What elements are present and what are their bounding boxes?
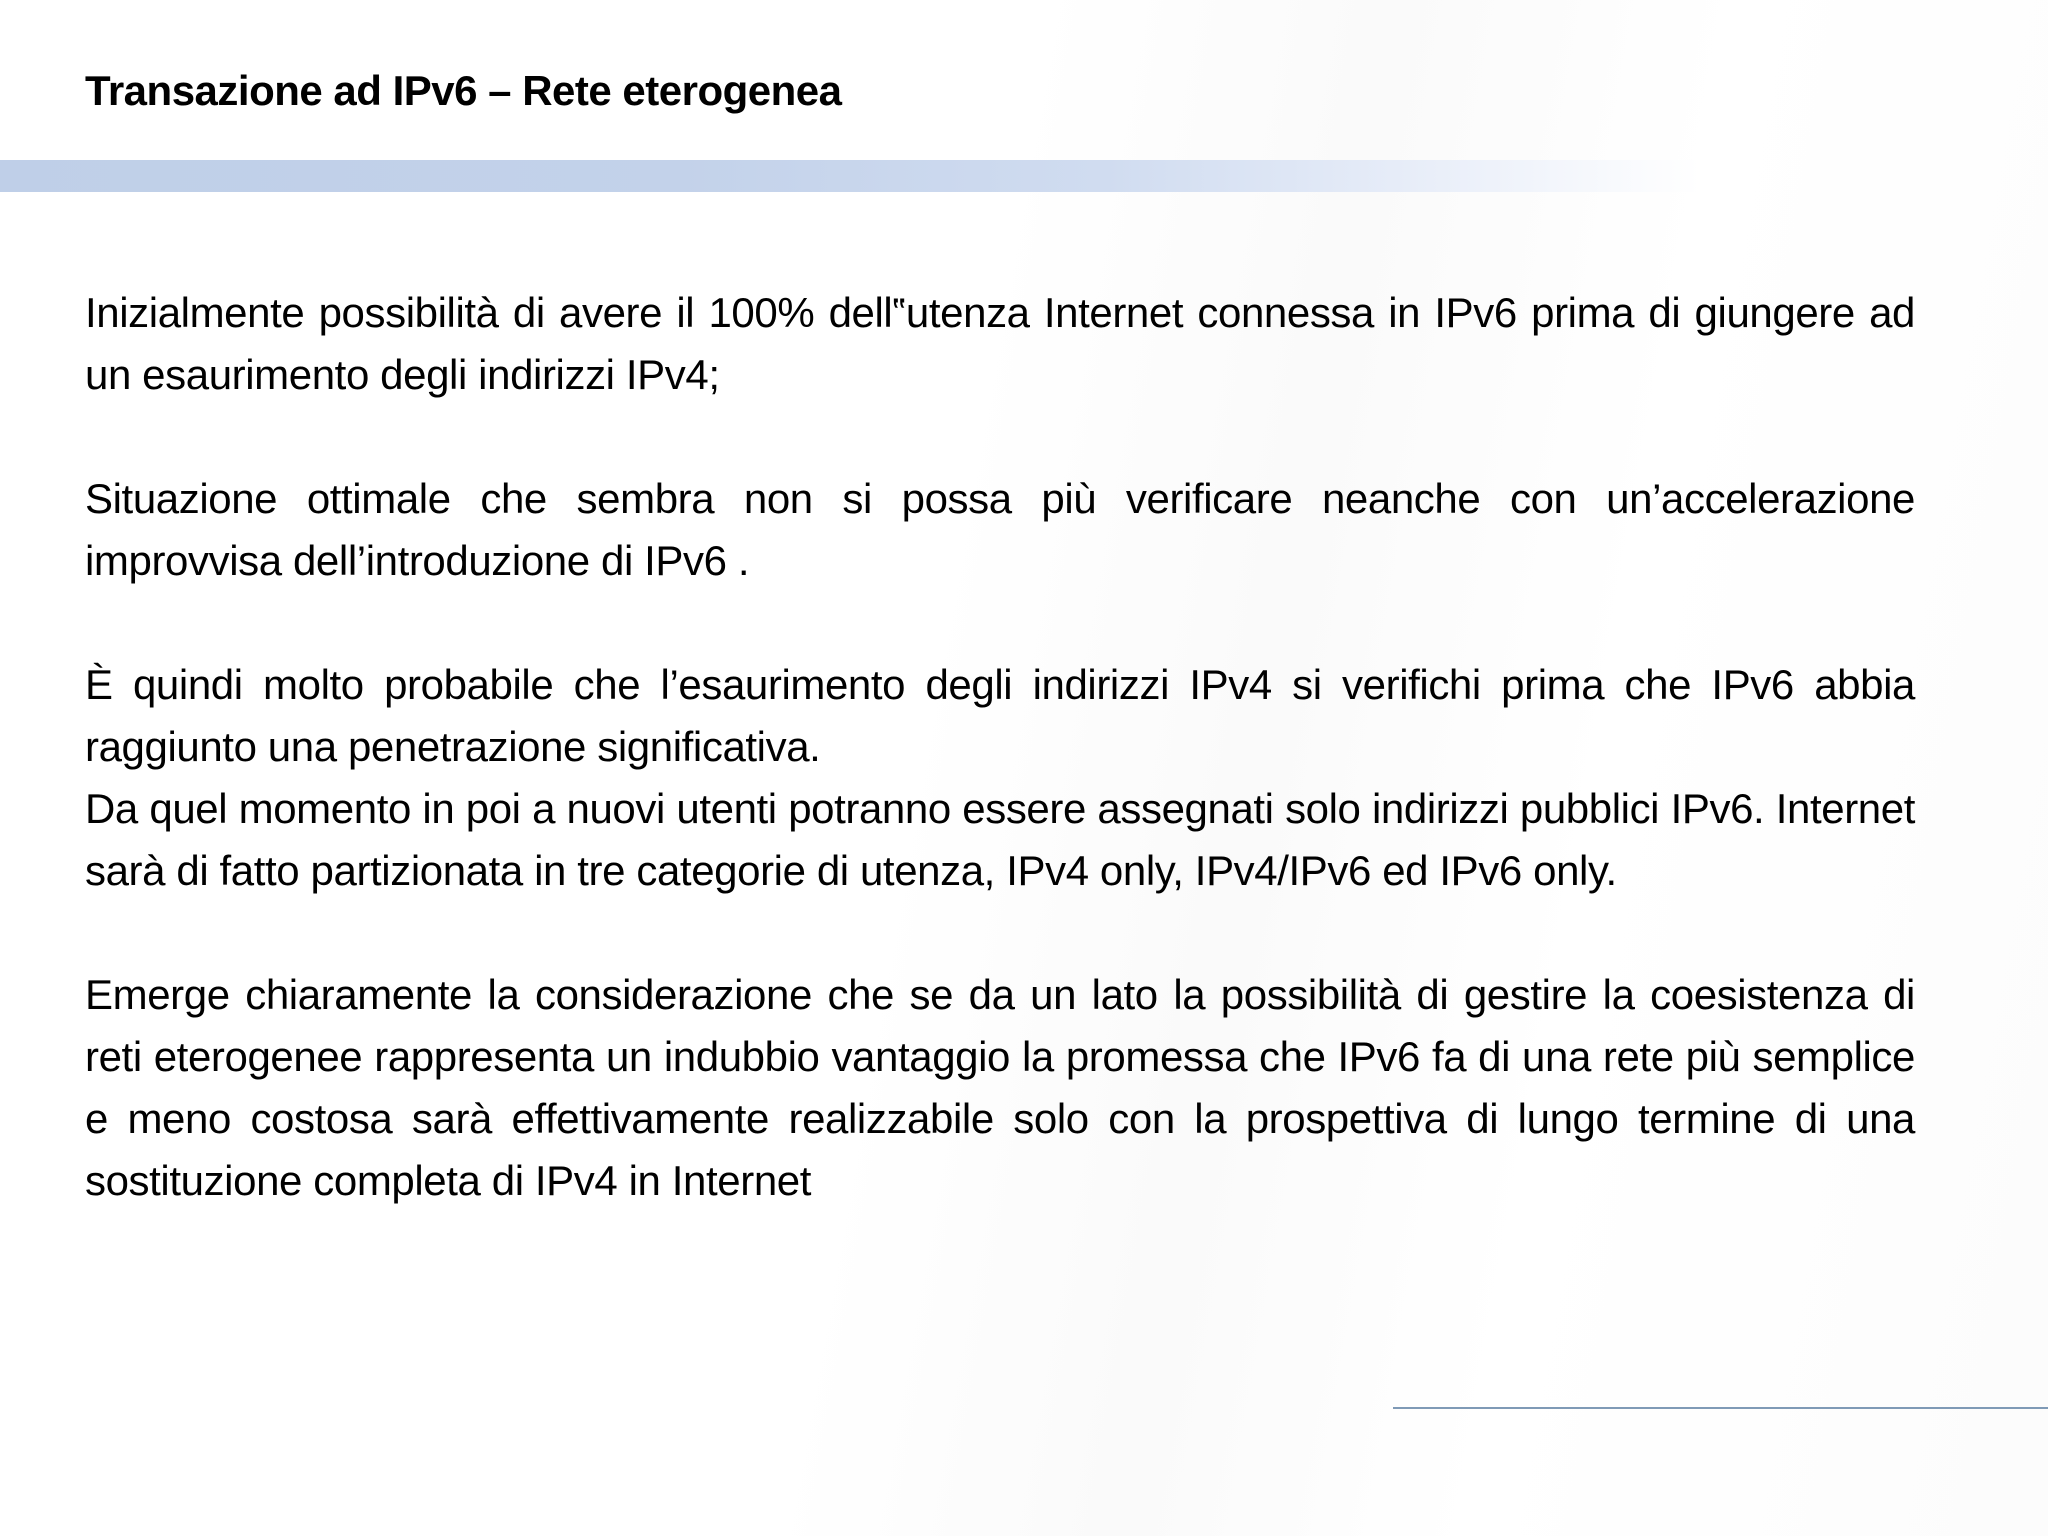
footer-divider-line [1393,1407,2048,1409]
paragraph-ipv4-exhaustion: È quindi molto probabile che l’esaurimento degli indirizzi IPv4 si verifichi prima che IPv6 abbia raggiunto una penetrazione significativa. [85,661,1915,770]
paragraph-initial-possibility: Inizialmente possibilità di avere il 100% dell‟utenza Internet connessa in IPv6 prima di giungere ad un esaurimento degli indirizzi IPv4; [85,289,1915,398]
title-underline-bar [0,160,1700,192]
paragraph-conclusion: Emerge chiaramente la considerazione che se da un lato la possibilità di gestire la coesistenza di reti eterogenee rappresenta un indubbio vantaggio la promessa che IPv6 fa di una rete più semplice e meno costosa sarà effettivamente realizzabile solo con la prospettiva di lungo termine di una sostituzione completa di IPv4 in Internet [85,971,1915,1204]
paragraph-gap [85,592,1915,654]
paragraph-gap [85,406,1915,468]
paragraph-optimal-situation: Situazione ottimale che sembra non si possa più verificare neanche con un’accelerazione improvvisa dell’introduzione di IPv6 . [85,475,1915,584]
paragraph-internet-partition: Da quel momento in poi a nuovi utenti potranno essere assegnati solo indirizzi pubblici IPv6. Internet sarà di fatto partizionata in tre categorie di utenza, IPv4 only, IPv4/IPv6 ed IPv6 only. [85,785,1915,894]
slide-body [85,282,1915,1212]
slide-title: Transazione ad IPv6 – Rete eterogenea [85,67,842,114]
paragraph-gap [85,902,1915,964]
